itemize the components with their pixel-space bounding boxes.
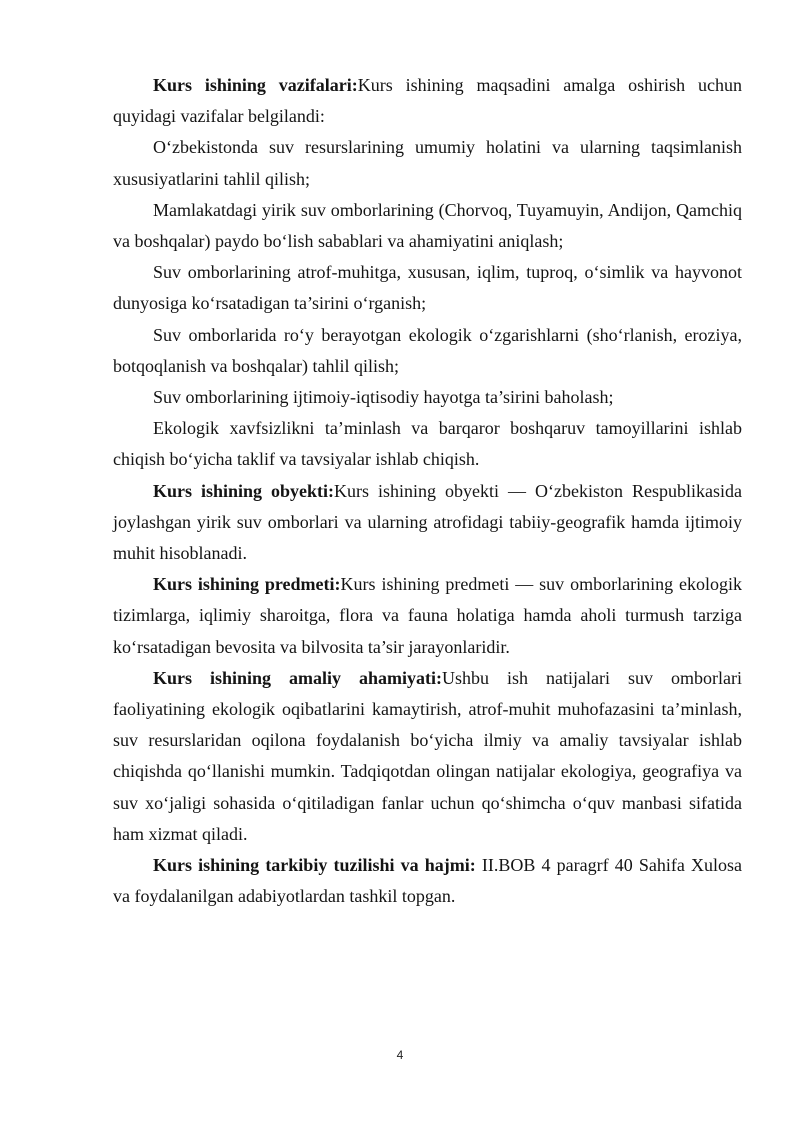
task-item-2 [113,195,742,257]
paragraph-object [113,476,742,570]
task-item-4 [113,320,742,382]
paragraph-text: Kurs ishining maqsadini amalga oshirish uchun quyidagi vazifalar belgilandi: [113,75,742,127]
document-body [113,70,742,912]
paragraph-text: II.BOB 4 paragrf 40 Sahifa Xulosa va foydalanilgan adabiyotlardan tashkil topgan. [113,855,742,907]
task-item-1 [113,132,742,194]
paragraph-tasks-intro [113,70,742,132]
paragraph-text: Suv omborlarida ro‘y berayotgan ekologik o‘zgarishlarni (sho‘rlanish, eroziya, botqoqlanish va boshqalar) tahlil qilish; [113,324,742,376]
paragraph-text: Ushbu ish natijalari suv omborlari faoliyatining ekologik oqibatlarini kamaytirish, atrof-muhit muhofazasini ta’minlash, suv resurslaridan oqilona foydalanish bo‘yicha ilmiy va amaliy tavsiyalar ishlab chiqishda qo‘llanishi mumkin. Tadqiqotdan olingan natijalar ekologiya, geografiya va suv xo‘jaligi sohasida o‘qitiladigan fanlar uchun qo‘shimcha o‘quv manbasi sifatida ham xizmat qiladi. [113,667,742,844]
task-item-3 [113,257,742,319]
heading-tasks: Kurs ishining vazifalari: [153,75,358,95]
heading-object: Kurs ishining obyekti: [153,480,335,501]
page-number: 4 [396,1048,404,1062]
paragraph-structure [113,850,742,912]
heading-practical-significance: Kurs ishining amaliy ahamiyati: [153,667,443,688]
paragraph-text: Mamlakatdagi yirik suv omborlarining (Chorvoq, Tuyamuyin, Andijon, Qamchiq va boshqalar) paydo bo‘lish sabablari va ahamiyatini aniqlash; [113,199,742,252]
paragraph-subject [113,569,742,663]
paragraph-text: O‘zbekistonda suv resurslarining umumiy holatini va ularning taqsimlanish xususiyatlarini tahlil qilish; [113,137,742,189]
paragraph-text: Kurs ishining obyekti — O‘zbekiston Respublikasida joylashgan yirik suv omborlari va ularning atrofidagi tabiiy-geografik hamda ijtimoiy muhit hisoblanadi. [113,480,742,564]
task-item-6 [113,413,742,475]
task-item-5 [113,382,742,413]
paragraph-text: Suv omborlarining ijtimoiy-iqtisodiy hayotga ta’sirini baholash; [153,387,614,408]
paragraph-text: Kurs ishining predmeti — suv omborlarining ekologik tizimlarga, iqlimiy sharoitga, flora va fauna holatiga hamda aholi turmush tarziga ko‘rsatadigan bevosita va bilvosita ta’sir jarayonlaridir. [113,574,742,657]
paragraph-text: Ekologik xavfsizlikni ta’minlash va barqaror boshqaruv tamoyillarini ishlab chiqish bo‘yicha taklif va tavsiyalar ishlab chiqish. [113,418,742,470]
paragraph-practical-significance [113,663,742,850]
paragraph-text: Suv omborlarining atrof-muhitga, xususan, iqlim, tuproq, o‘simlik va hayvonot dunyosiga ko‘rsatadigan ta’sirini o‘rganish; [113,262,742,314]
heading-subject: Kurs ishining predmeti: [153,574,341,595]
heading-structure: Kurs ishining tarkibiy tuzilishi va hajmi: [153,855,476,876]
